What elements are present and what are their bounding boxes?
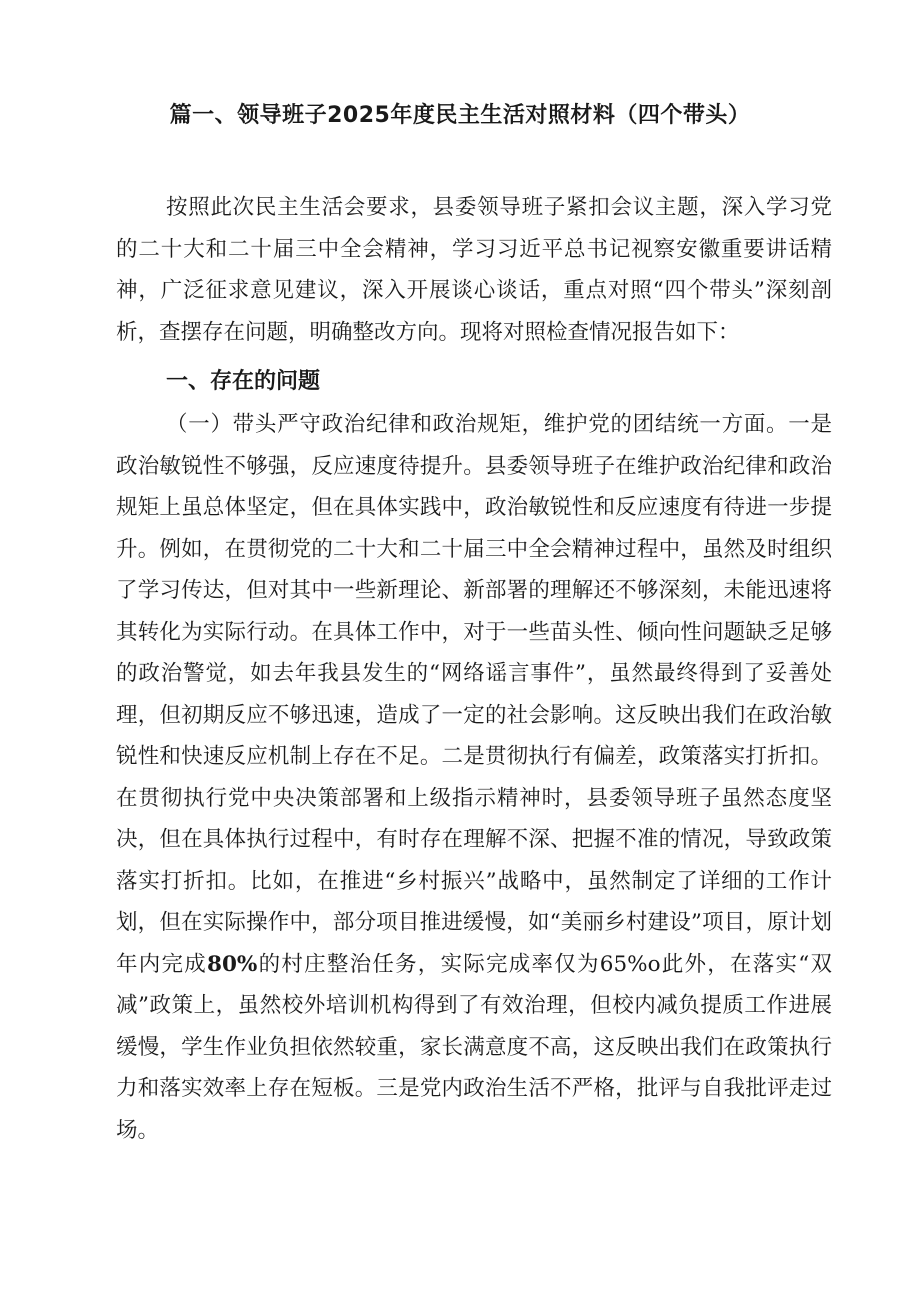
planned-percentage: 80% xyxy=(206,951,258,977)
section-heading: 一、存在的问题 xyxy=(166,369,321,394)
detail-text-part1: （一）带头严守政治纪律和政治规矩，维护党的团结统一方面。一是政治敏锐性不够强，反应速度待提升。县委领导班子在维护政治纪律和政治规矩上虽总体坚定，但在具体实践中，政治敏锐性和反应速度有待进一步提升。例如，在贯彻党的二十大和二十届三中全会精神过程中，虽然及时组织了学习传达，但对其中一些新理论、新部署的理解还不够深刻，未能迅速将其转化为实际行动。在具体工作中，对于一些苗头性、倾向性问题缺乏足够的政治警觉，如去年我县发生的“网络谣言事件”，虽然最终得到了妥善处理，但初期反应不够迅速，造成了一定的社会影响。这反映出我们在政治敏锐性和快速反应机制上存在不足。二是贯彻执行有偏差，政策落实打折扣。在贯彻执行党中央决策部署和上级指示精神时，县委领导班子虽然态度坚决，但在具体执行过程中，有时存在理解不深、把握不准的情况，导致政策落实打折扣。比如，在推进“乡村振兴”战略中，虽然制定了详细的工作计划，但在实际操作中，部分项目推进缓慢，如“美丽乡村建设”项目，原计划年内完成 xyxy=(116,412,832,977)
detail-paragraph xyxy=(116,404,832,1151)
intro-paragraph: 按照此次民主生活会要求，县委领导班子紧扣会议主题，深入学习党的二十大和二十届三中全会精神，学习习近平总书记视察安徽重要讲话精神，广泛征求意见建议，深入开展谈心谈话，重点对照“四个带头”深刻剖析，查摆存在问题，明确整改方向。现将对照检查情况报告如下： xyxy=(116,195,832,345)
detail-text-part3: 此外，在落实“双减”政策上，虽然校外培训机构得到了有效治理，但校内减负提质工作进展缓慢，学生作业负担依然较重，家长满意度不高，这反映出我们在政策执行力和落实效率上存在短板。三是党内政治生活不严格，批评与自我批评走过场。 xyxy=(116,951,832,1143)
actual-percentage: 65%o xyxy=(599,951,661,977)
detail-text-part2: 的村庄整治任务，实际完成率仅为 xyxy=(257,951,600,977)
document-title: 篇一、领导班子2025年度民主生活对照材料（四个带头） xyxy=(169,103,751,128)
